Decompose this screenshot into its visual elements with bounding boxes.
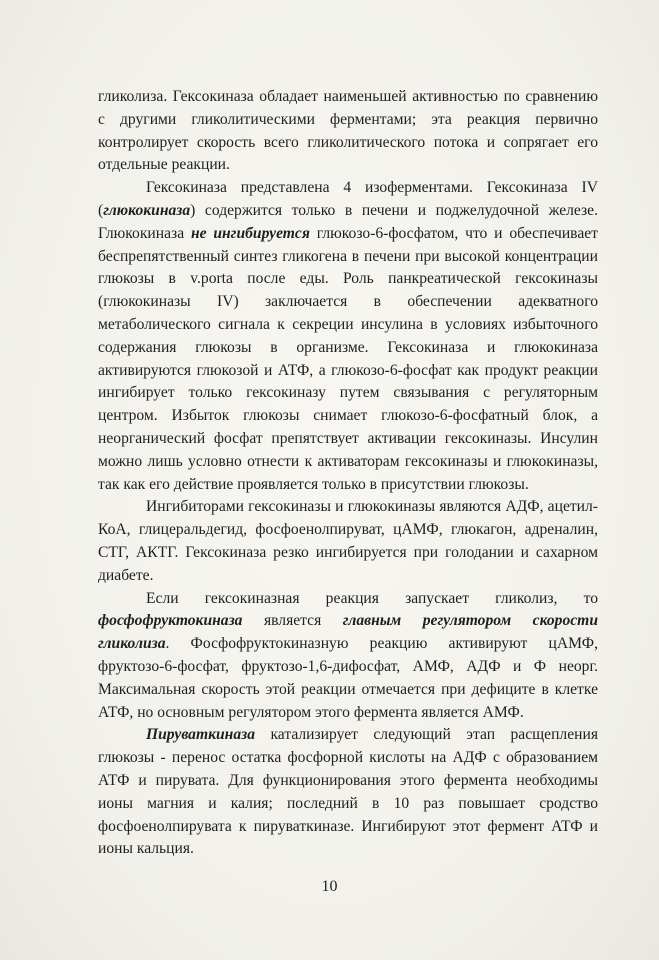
text-run: Ингибиторами гексокиназы и глюкокиназы являются АДФ, ацетил-КоА, глицеральдегид, фосфоенолпируват, цАМФ, глюкагон, адреналин, СТГ, АКТГ. Гексокиназа резко ингибируется при голодании и сахарном диабете. (98, 498, 598, 584)
emphasized-term: фосфофруктокиназа (98, 612, 243, 630)
paragraph (98, 86, 598, 177)
text-run: . Фосфофруктокиназную реакцию активируют цАМФ, фруктозо-6-фосфат, фруктозо-1,6-дифосфат, АМФ, АДФ и Ф неорг. Максимальная скорость этой реакции отмечается при дефиците в клетке АТФ, но основным регулятором этого фермента является АМФ. (98, 635, 598, 721)
text-run: глюкозо-6-фосфатом, что и обеспечивает беспрепятственный синтез гликогена в печени при высокой концентрации глюкозы в v.porta после еды. Роль панкреатической гексокиназы (глюкокиназы IV) заключается в обеспечении адекватного метаболического сигнала к секреции инсулина в условиях избыточного содержания глюкозы в организме. Гексокиназа и глюкокиназа активируются глюкозой и АТФ, а глюкозо-6-фосфат как продукт реакции ингибирует только гексокиназу путем связывания с регуляторным центром. Избыток глюкозы снимает глюкозо-6-фосфатный блок, а неорганический фосфат препятствует активации гексокиназы. Инсулин можно лишь условно отнести к активаторам гексокиназы и глюкокиназы, так как его действие проявляется только в присутствии глюкозы. (98, 224, 598, 493)
emphasized-term: не ингибируется (190, 224, 310, 242)
emphasized-term: Пируваткиназа (146, 726, 256, 744)
text-run: является (242, 612, 343, 630)
paragraph (98, 177, 598, 496)
text-run: ) содержится только в печени и поджелудочной железе. Глюкокиназа (98, 201, 598, 242)
paragraph (98, 588, 598, 725)
page-number: 10 (321, 878, 338, 895)
emphasized-term: главным регулятором скорости гликолиза (98, 612, 598, 653)
paragraph (98, 724, 598, 861)
text-run: Если гексокиназная реакция запускает гликолиз, то (146, 589, 598, 607)
body-text (98, 86, 598, 861)
emphasized-term: глюкокиназа (103, 201, 191, 219)
paragraph (98, 496, 598, 587)
text-run: Гексокиназа представлена 4 изоферментами. Гексокиназа IV ( (98, 179, 598, 219)
text-run: катализирует следующий этап расщепления глюкозы - перенос остатка фосфорной кислоты на АДФ с образованием АТФ и пирувата. Для функционирования этого фермента необходимы ионы магния и калия; последний в 10 раз повышает сродство фосфоенолпирувата к пируваткиназе. Ингибируют этот фермент АТФ и ионы кальция. (98, 726, 598, 858)
text-run: гликолиза. Гексокиназа обладает наименьшей активностью по сравнению с другими гликолитическими ферментами; эта реакция первично контролирует скорость всего гликолитического потока и сопрягает его отдельные реакции. (98, 88, 598, 174)
